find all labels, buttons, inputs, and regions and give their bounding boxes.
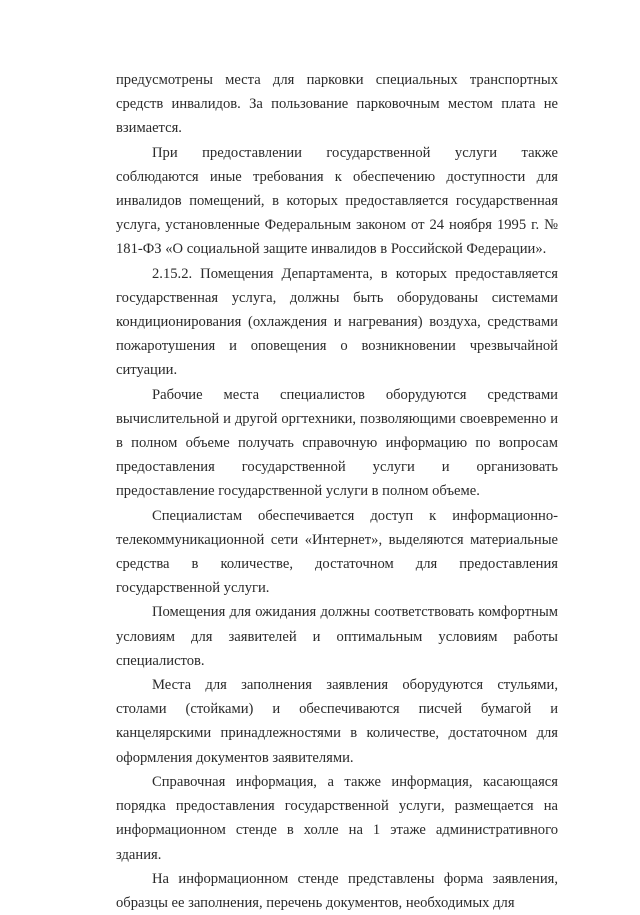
paragraph-reference-info: Справочная информация, а также информация, касающаяся порядка предоставления государственной услуги, размещается на информационном стенде в холле на 1 этаже административного здания. (116, 773, 558, 863)
paragraph-waiting-rooms: Помещения для ожидания должны соответствовать комфортным условиям для заявителей и оптимальным условиям работы специалистов. (116, 604, 558, 669)
paragraph-accessibility-requirements: При предоставлении государственной услуги также соблюдаются иные требования к обеспечению доступности для инвалидов помещений, в которых предоставляется государственная услуга, установленные Федеральным законом от 24 ноября 1995 г. № 181-ФЗ «О социальной защите инвалидов в Российской Федерации». (116, 144, 558, 258)
paragraph-internet-access: Специалистам обеспечивается доступ к информационно-телекоммуникационной сети «Интернет», выделяются материальные средства в количестве, достаточном для предоставления государственной услуги. (116, 507, 558, 597)
paragraph-info-stand: На информационном стенде представлены форма заявления, образцы ее заполнения, перечень документов, необходимых для (116, 870, 558, 911)
paragraph-parking: предусмотрены места для парковки специальных транспортных средств инвалидов. За пользование парковочным местом плата не взимается. (116, 72, 558, 137)
document-body (116, 68, 558, 915)
paragraph-workplaces: Рабочие места специалистов оборудуются средствами вычислительной и другой оргтехники, позволяющими своевременно и в полном объеме получать справочную информацию по вопросам предоставления государственной услуги и организовать предоставление государственной услуги в полном объеме. (116, 386, 558, 500)
paragraph-department-premises: 2.15.2. Помещения Департамента, в которых предоставляется государственная услуга, должны быть оборудованы системами кондиционирования (охлаждения и нагревания) воздуха, средствами пожаротушения и оповещения о возникновении чрезвычайной ситуации. (116, 265, 558, 379)
paragraph-application-places: Места для заполнения заявления оборудуются стульями, столами (стойками) и обеспечиваются писчей бумагой и канцелярскими принадлежностями в количестве, достаточном для оформления документов заявителями. (116, 677, 558, 766)
